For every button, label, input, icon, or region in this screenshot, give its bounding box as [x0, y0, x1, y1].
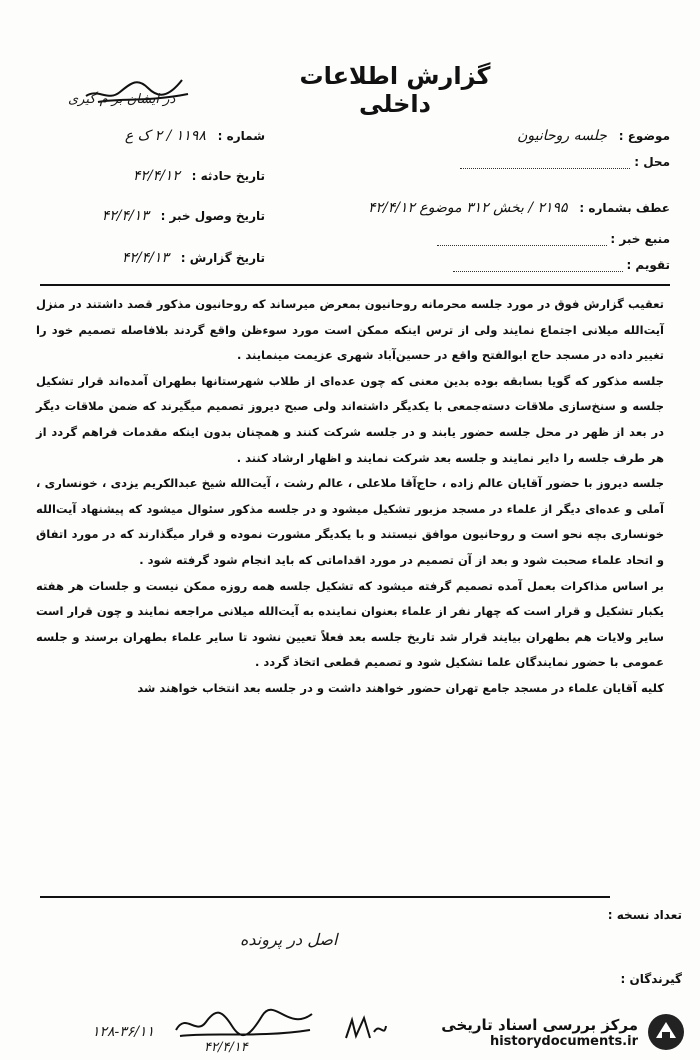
field-location-label: محل :	[634, 155, 670, 169]
page-title: گزارش اطلاعات داخلی	[299, 62, 491, 118]
field-subject	[517, 128, 670, 144]
field-location	[460, 155, 670, 169]
field-report-date	[122, 250, 265, 266]
watermark-logo	[418, 1008, 686, 1056]
recipients-label: گیرندگان :	[620, 972, 682, 986]
body-paragraph: بر اساس مذاکرات بعمل آمده تصمیم گرفته میشود که تشکیل جلسه همه روزه ممکن نیست و جلسات هر هفته یکبار تشکیل و قرار است که چهار نفر از علماء بعنوان نماینده به آیت‌الله میلانی مراجعه نمایند و چون قرار است سایر ولایات هم بطهران بیایند قرار شد تاریخ جلسه بعد فعلاً تعیین نشود تا سایر علماء بطهران برسند و جلسه عمومی با حضور نمایندگان علما تشکیل شود و تصمیم قطعی اتخاذ گردد .	[36, 578, 664, 670]
field-number	[125, 128, 265, 144]
body-paragraph: تعقیب گزارش فوق در مورد جلسه محرمانه روحانیون بمعرض میرساند که روحانیون مذکور قصد داشتند در منزل آیت‌الله میلانی اجتماع نمایند ولی از ترس اینکه ممکن است مورد سوءظن واقع گردند بلافاصله تصمیم خود را تغییر داده در مسجد حاج ابوالفتح واقع در حسین‌آباد شهری عزیمت مینمایند .	[36, 297, 664, 363]
field-reference	[368, 200, 670, 216]
field-reference-label: عطف بشماره :	[579, 201, 670, 215]
field-assessment-label: تقویم :	[626, 258, 670, 272]
field-assessment-line	[453, 271, 623, 272]
body-bottom-divider	[40, 896, 610, 898]
field-received-date-label: تاریخ وصول خبر :	[160, 209, 265, 223]
watermark-fa: مرکز بررسی اسناد تاریخی	[441, 1015, 638, 1034]
file-reference: ۱۲۸-۳۶/۱۱	[92, 1024, 155, 1040]
field-subject-value: جلسه روحانیون	[517, 128, 607, 144]
field-source	[437, 232, 670, 246]
archive-logo-icon	[646, 1012, 686, 1052]
field-received-date	[102, 208, 265, 224]
field-source-line	[437, 245, 607, 246]
watermark-text	[441, 1016, 638, 1049]
field-incident-date	[133, 168, 265, 184]
header-divider	[40, 284, 670, 286]
handwritten-initials	[340, 1012, 390, 1046]
field-report-date-value: ۴۲/۴/۱۳	[121, 250, 169, 266]
field-reference-value: ۲۱۹۵ / بخش ۳۱۲ موضوع ۴۲/۴/۱۲	[367, 200, 568, 216]
field-subject-label: موضوع :	[618, 129, 670, 143]
copies-label: تعداد نسخه :	[607, 908, 682, 922]
top-note-text: در ایشان بر م گیری	[68, 92, 176, 107]
field-assessment	[453, 258, 670, 272]
field-incident-date-label: تاریخ حادثه :	[191, 169, 265, 183]
field-number-label: شماره :	[217, 129, 265, 143]
report-body	[36, 292, 664, 892]
field-received-date-value: ۴۲/۴/۱۳	[101, 208, 149, 224]
field-incident-date-value: ۴۲/۴/۱۲	[132, 168, 180, 184]
handwritten-signature	[170, 1002, 320, 1042]
field-location-line	[460, 168, 630, 169]
handwritten-note-footer: اصل در پرونده	[240, 930, 338, 949]
body-paragraph: جلسه مذکور که گویا بسابقه بوده بدین معنی که چون عده‌ای از طلاب شهرستانها بطهران آمده‌اند قرار تشکیل جلسه و سنخ‌سازی ملاقات دسته‌جمعی با یکدیگر داشته‌اند ولی صبح دیروز تصمیم میگیرند که ضمن ملاقات دیگر در بعد از ظهر در محل جلسه حضور یابند و در جلسه شرکت کنند و همچنان بدون اینکه مقدمات فراهم گردد از هر طرف جلسه را دایر نمایند و جلسه بعد شرکت نمایند و اظهار ارشاد کنند .	[36, 373, 664, 465]
field-source-label: منبع خبر :	[610, 232, 670, 246]
field-report-date-label: تاریخ گزارش :	[180, 251, 265, 265]
body-paragraph: جلسه دیروز با حضور آقایان عالم زاده ، حاج‌آقا ملاعلی ، عالم رشت ، آیت‌الله شیخ عبدالکریم یزدی ، خونساری ، آملی و عده‌ای دیگر از علماء در مسجد مزبور تشکیل میشود و در جلسه مذکور سئوال میشود که پیشنهاد آیت‌الله خونساری بچه نحو است و روحانیون موافق نیستند و با یکدیگر مشورت نموده و قرار میگذارند که در مورد اتفاق و اتحاد علماء صحبت شود و بعد از آن تصمیم در مورد اقداماتی که باید انجام شود گرفته شود .	[36, 476, 664, 567]
watermark-en: historydocuments.ir	[489, 1033, 638, 1049]
body-paragraph: کلیه آقایان علماء در مسجد جامع تهران حضور خواهند داشت و در جلسه بعد انتخاب خواهند شد	[137, 680, 664, 695]
field-number-value: ۱۱۹۸ / ۲ ک ع	[124, 128, 206, 144]
date-stamp: ۴۲/۴/۱۴	[204, 1040, 248, 1055]
